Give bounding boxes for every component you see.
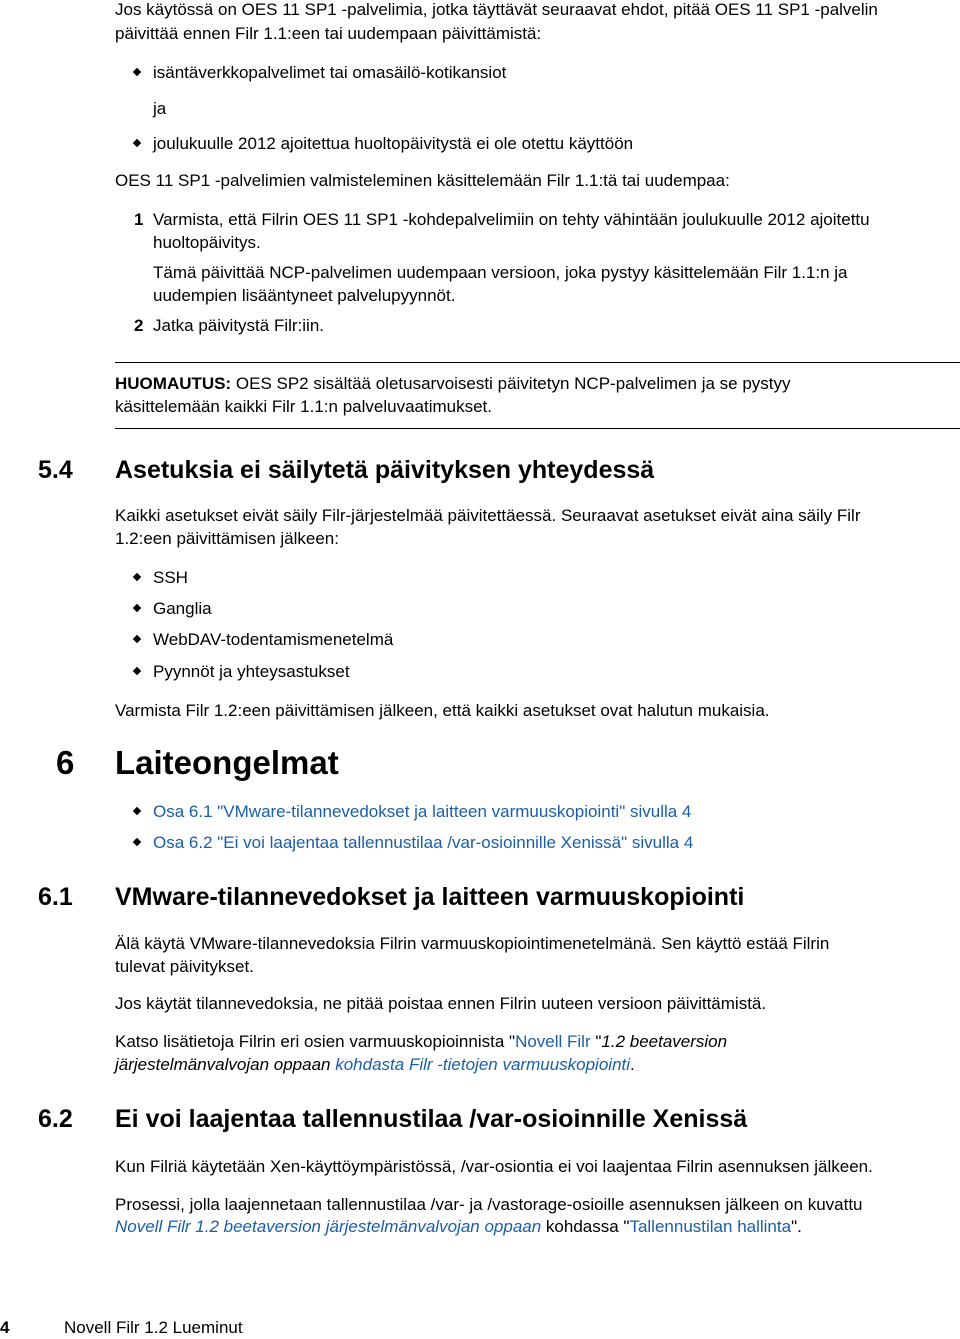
link-novell-filr[interactable]: Novell Filr <box>515 1032 591 1051</box>
page-number: 4 <box>0 1318 10 1337</box>
setting-item: Pyynnöt ja yhteysastukset <box>153 662 350 681</box>
step-1-sub-line-2: uudempien lisääntyneet palvelupyynnöt. <box>153 286 456 305</box>
bullet-icon <box>133 573 141 581</box>
section-6-2-text-1: Kun Filriä käytetään Xen-käyttöympäristössä, /var-osiontia ei voi laajentaa Filrin asennuksen jälkeen. <box>115 1157 873 1176</box>
section-6-2-title: Ei voi laajentaa tallennustilaa /var-osioinnille Xenissä <box>115 1105 748 1133</box>
setting-item: SSH <box>153 568 188 587</box>
bullet-icon <box>133 604 141 612</box>
note-bottom-rule <box>115 428 960 429</box>
section-6-1-text-5 <box>115 1053 635 1076</box>
step-2-number: 2 <box>134 316 144 335</box>
setting-item: WebDAV-todentamismenetelmä <box>153 630 394 649</box>
setting-item: Ganglia <box>153 599 212 618</box>
prep-intro: OES 11 SP1 -palvelimien valmisteleminen käsittelemään Filr 1.1:tä tai uudempaa: <box>115 171 730 190</box>
section-6-1-text-4 <box>115 1030 727 1053</box>
note-line-2: käsittelemään kaikki Filr 1.1:n palveluvaatimukset. <box>115 397 492 416</box>
text-segment: Katso lisätietoja Filrin eri osien varmuuskopioinnista " <box>115 1032 516 1051</box>
bullet-icon <box>133 838 141 846</box>
section-6-1-title: VMware-tilannevedokset ja laitteen varmuuskopiointi <box>115 883 745 911</box>
step-1-line-1: Varmista, että Filrin OES 11 SP1 -kohdepalvelimiin on tehty vähintään joulukuulle 2012 ajoitettu <box>153 210 870 229</box>
text-segment: järjestelmänvalvojan oppaan <box>115 1055 331 1074</box>
condition-1: isäntäverkkopalvelimet tai omasäilö-kotikansiot <box>153 63 507 82</box>
step-1-number: 1 <box>134 210 144 229</box>
section-6-1-text-1: Älä käytä VMware-tilannevedoksia Filrin varmuuskopiointimenetelmänä. Sen käyttö estää Filrin <box>115 934 830 953</box>
section-5-4-text-1: Kaikki asetukset eivät säily Filr-järjestelmää päivitettäessä. Seuraavat asetukset eivät aina säily Filr <box>115 506 861 525</box>
section-5-4-after: Varmista Filr 1.2:een päivittämisen jälkeen, että kaikki asetukset ovat halutun mukaisia. <box>115 701 770 720</box>
condition-2: joulukuulle 2012 ajoitettua huoltopäivitystä ei ole otettu käyttöön <box>153 134 634 153</box>
text-segment: kohdassa " <box>541 1217 630 1236</box>
section-6-2-text-2: Prosessi, jolla laajennetaan tallennustilaa /var- ja /vastorage-osioille asennuksen jälkeen on kuvattu <box>115 1195 863 1214</box>
bullet-icon <box>133 68 141 76</box>
text-segment: " <box>590 1032 602 1051</box>
bullet-icon <box>133 139 141 147</box>
condition-connector: ja <box>153 99 167 118</box>
section-5-4-title: Asetuksia ei säilytetä päivityksen yhteydessä <box>115 456 655 484</box>
bullet-icon <box>133 807 141 815</box>
section-5-4-text-2: 1.2:een päivittämisen jälkeen: <box>115 529 339 548</box>
section-6-1-text-2: tulevat päivitykset. <box>115 957 254 976</box>
bullet-icon <box>133 667 141 675</box>
footer-title: Novell Filr 1.2 Lueminut <box>64 1318 243 1337</box>
step-2: Jatka päivitystä Filr:iin. <box>153 316 324 335</box>
step-1-line-2: huoltopäivitys. <box>153 233 261 252</box>
note-text-1: OES SP2 sisältää oletusarvoisesti päivitetyn NCP-palvelimen ja se pystyy <box>231 374 791 393</box>
text-segment: . <box>630 1055 635 1074</box>
intro-line-1: Jos käytössä on OES 11 SP1 -palvelimia, jotka täyttävät seuraavat ehdot, pitää OES 11 SP1 -palvelin <box>115 0 878 19</box>
link-admin-guide[interactable]: Novell Filr 1.2 beetaversion järjestelmänvalvojan oppaan <box>115 1217 542 1236</box>
section-6-2-text-3 <box>115 1215 802 1238</box>
step-1-sub-line-1: Tämä päivittää NCP-palvelimen uudempaan versioon, joka pystyy käsittelemään Filr 1.1:n ja <box>153 263 848 282</box>
section-6-1-text-3: Jos käytät tilannevedoksia, ne pitää poistaa ennen Filrin uuteen versioon päivittämistä. <box>115 994 767 1013</box>
bullet-icon <box>133 635 141 643</box>
chapter-6-title: Laiteongelmat <box>115 744 339 781</box>
section-5-4-number: 5.4 <box>38 456 73 484</box>
text-segment: ". <box>791 1217 802 1236</box>
section-6-2-number: 6.2 <box>38 1105 73 1133</box>
link-backup-section[interactable]: kohdasta Filr -tietojen varmuuskopiointi <box>335 1055 631 1074</box>
note-label: HUOMAUTUS: <box>115 374 232 393</box>
chapter-6-number: 6 <box>56 744 75 781</box>
text-segment: 1.2 beetaversion <box>601 1032 728 1051</box>
section-6-1-number: 6.1 <box>38 883 73 911</box>
link-section-6-2[interactable]: Osa 6.2 "Ei voi laajentaa tallennustilaa /var-osioinnille Xenissä" sivulla 4 <box>153 833 694 852</box>
intro-line-2: päivittää ennen Filr 1.1:een tai uudempaan päivittämistä: <box>115 24 542 43</box>
note-line-1 <box>115 372 791 395</box>
link-section-6-1[interactable]: Osa 6.1 "VMware-tilannevedokset ja laitteen varmuuskopiointi" sivulla 4 <box>153 802 692 821</box>
note-top-rule <box>115 362 960 363</box>
link-storage-management[interactable]: Tallennustilan hallinta <box>629 1217 792 1236</box>
